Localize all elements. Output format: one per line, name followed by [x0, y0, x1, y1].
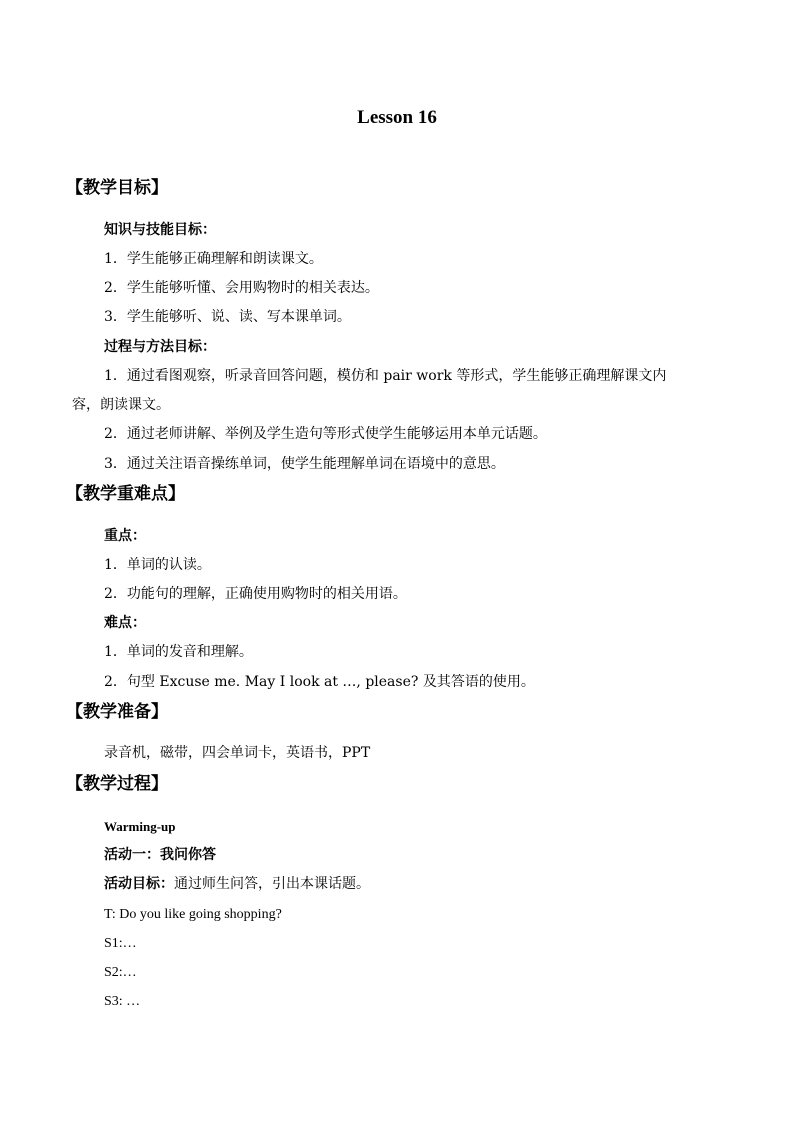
section-heading-preparation: 【教学准备】	[66, 702, 168, 722]
process-goal-1-line-1: 1．通过看图观察，听录音回答问题，模仿和 pair work 等形式，学生能够正确理解课文内	[104, 368, 667, 384]
knowledge-goal-1: 1．学生能够正确理解和朗读课文。	[104, 251, 323, 267]
difficult-point-2: 2．句型 Excuse me. May I look at …, please? 及其答语的使用。	[104, 674, 535, 690]
warming-up-label: Warming-up	[104, 819, 176, 834]
dialog-line-teacher: T: Do you like going shopping?	[104, 907, 282, 922]
activity-1-goal	[104, 874, 370, 894]
process-goal-2: 2．通过老师讲解、举例及学生造句等形式使学生能够运用本单元话题。	[104, 426, 547, 442]
key-point-1: 1．单词的认读。	[104, 557, 211, 573]
difficult-points-label: 难点：	[104, 615, 146, 631]
knowledge-goals-label: 知识与技能目标：	[104, 222, 216, 238]
dialog-line-s3: S3: …	[104, 994, 141, 1009]
activity-goal-text: 通过师生问答，引出本课话题。	[174, 876, 370, 892]
activity-goal-label: 活动目标：	[104, 876, 174, 892]
knowledge-goal-3: 3．学生能够听、说、读、写本课单词。	[104, 309, 351, 325]
difficult-point-1: 1．单词的发音和理解。	[104, 644, 253, 660]
section-heading-process: 【教学过程】	[66, 774, 168, 794]
section-heading-key-points: 【教学重难点】	[66, 484, 185, 504]
preparation-materials: 录音机，磁带，四会单词卡，英语书，PPT	[104, 745, 371, 761]
key-point-2: 2．功能句的理解，正确使用购物时的相关用语。	[104, 586, 407, 602]
dialog-line-s1: S1:…	[104, 936, 137, 951]
process-goals-label: 过程与方法目标：	[104, 339, 216, 355]
section-heading-objectives: 【教学目标】	[66, 178, 168, 198]
knowledge-goal-2: 2．学生能够听懂、会用购物时的相关表达。	[104, 280, 379, 296]
lesson-title: Lesson 16	[357, 107, 437, 128]
process-goal-1-line-2: 容，朗读课文。	[72, 397, 170, 413]
key-points-label: 重点：	[104, 528, 146, 544]
activity-1-title: 活动一：我问你答	[104, 847, 216, 863]
process-goal-3: 3．通过关注语音操练单词，使学生能理解单词在语境中的意思。	[104, 456, 505, 472]
dialog-line-s2: S2:…	[104, 965, 137, 980]
